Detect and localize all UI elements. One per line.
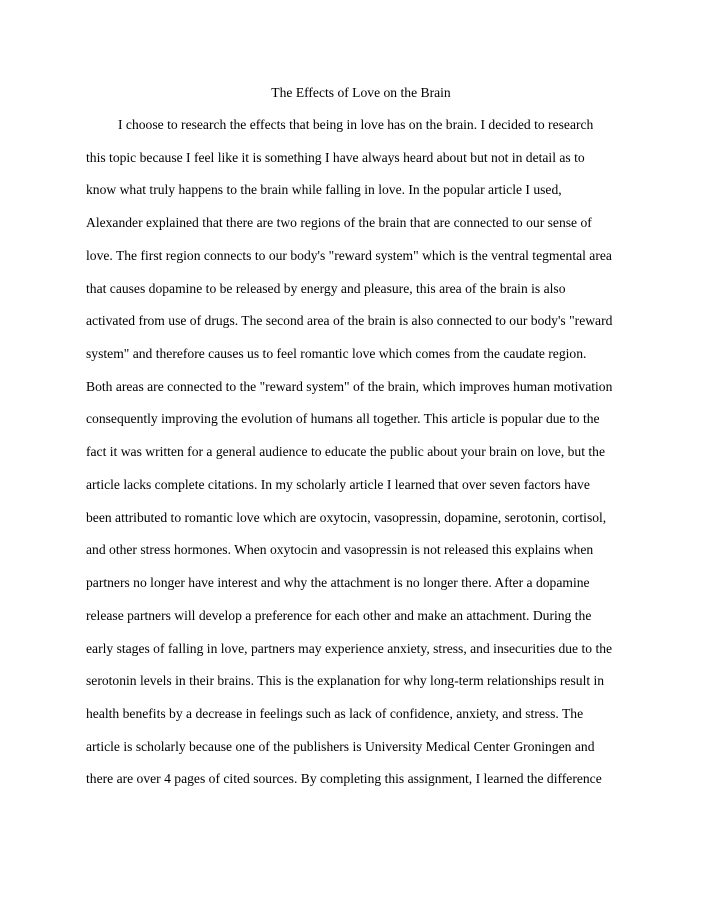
body-line: I choose to research the effects that being in love has on the brain. I decided to research (118, 117, 594, 132)
body-line: partners no longer have interest and why the attachment is no longer there. After a dopamine (86, 575, 590, 591)
body-line: love. The first region connects to our body's "reward system" which is the ventral tegmental area (86, 247, 612, 263)
body-line: release partners will develop a preference for each other and make an attachment. During the (86, 607, 592, 623)
body-line: system" and therefore causes us to feel romantic love which comes from the caudate region. (86, 346, 587, 362)
body-line: this topic because I feel like it is something I have always heard about but not in detail as to (86, 149, 585, 165)
body-line: serotonin levels in their brains. This is the explanation for why long-term relationships result in (86, 673, 605, 689)
body-line: fact it was written for a general audience to educate the public about your brain on love, but the (86, 444, 606, 460)
body-line: been attributed to romantic love which are oxytocin, vasopressin, dopamine, serotonin, cortisol, (86, 509, 607, 525)
body-line: consequently improving the evolution of humans all together. This article is popular due to the (86, 411, 600, 427)
body-line: activated from use of drugs. The second area of the brain is also connected to our body's "reward (86, 313, 613, 329)
body-line: article is scholarly because one of the publishers is University Medical Center Groningen and (86, 738, 595, 754)
body-line: Alexander explained that there are two regions of the brain that are connected to our sense of (86, 215, 592, 231)
body-line: article lacks complete citations. In my scholarly article I learned that over seven factors have (86, 476, 590, 492)
body-line: early stages of falling in love, partners may experience anxiety, stress, and insecurities due to the (86, 640, 613, 656)
body-line: that causes dopamine to be released by energy and pleasure, this area of the brain is also (86, 280, 566, 296)
body-line: and other stress hormones. When oxytocin and vasopressin is not released this explains when (86, 542, 594, 558)
body-line: health benefits by a decrease in feelings such as lack of confidence, anxiety, and stress. The (86, 705, 584, 721)
body-line: Both areas are connected to the "reward system" of the brain, which improves human motivation (86, 378, 613, 394)
document-body (86, 116, 646, 803)
body-line: know what truly happens to the brain while falling in love. In the popular article I used, (86, 182, 562, 198)
document-title: The Effects of Love on the Brain (271, 85, 451, 100)
body-line: there are over 4 pages of cited sources. By completing this assignment, I learned the difference (86, 771, 602, 787)
